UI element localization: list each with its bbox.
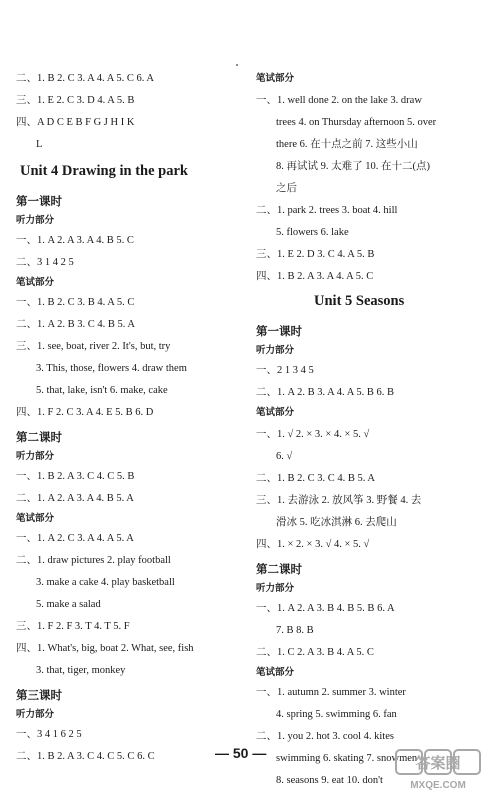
answer-line: 一、2 1 3 4 5 <box>256 365 314 376</box>
answer-line: 一、3 4 1 6 2 5 <box>16 729 82 740</box>
answer-line: 三、1. E 2. D 3. C 4. A 5. B <box>256 249 375 260</box>
lesson-heading: 第二课时 <box>16 430 62 444</box>
section-heading: 听力部分 <box>16 215 55 226</box>
answer-line: trees 4. on Thursday afternoon 5. over <box>276 117 437 128</box>
answer-line: 三、1. 去游泳 2. 放风筝 3. 野餐 4. 去 <box>256 495 422 506</box>
answer-line: 8. seasons 9. eat 10. don't <box>276 775 383 786</box>
answer-line: 一、1. autumn 2. summer 3. winter <box>256 687 406 698</box>
answer-line: 三、1. F 2. F 3. T 4. T 5. F <box>16 621 130 632</box>
answer-line: 二、1. B 2. A 3. C 4. C 5. C 6. C <box>16 751 155 762</box>
answer-line: 5. that, lake, isn't 6. make, cake <box>36 385 168 396</box>
answer-line: 二、1. draw pictures 2. play football <box>16 555 171 566</box>
lesson-heading: 第三课时 <box>16 688 62 702</box>
answer-line: 二、1. A 2. A 3. A 4. B 5. A <box>16 493 134 504</box>
section-heading: 笔试部分 <box>16 513 55 524</box>
answer-line: 5. make a salad <box>36 599 101 610</box>
unit-heading: Unit 5 Seasons <box>314 293 405 309</box>
answer-line: 一、1. A 2. A 3. A 4. B 5. C <box>16 235 134 246</box>
answer-line: 二、1. park 2. trees 3. boat 4. hill <box>256 205 398 216</box>
answer-line: 二、1. you 2. hot 3. cool 4. kites <box>256 731 394 742</box>
answer-line: 二、3 1 4 2 5 <box>16 257 74 268</box>
answer-line: 3. make a cake 4. play basketball <box>36 577 175 588</box>
page-number: — 50 — <box>215 745 267 761</box>
answer-line: 二、1. A 2. B 3. C 4. B 5. A <box>16 319 136 330</box>
section-heading: 笔试部分 <box>256 667 295 678</box>
answer-line: there 6. 在十点之前 7. 这些小山 <box>276 139 418 150</box>
lesson-heading: 第一课时 <box>16 194 62 208</box>
answer-line: 四、A D C E B F G J H I K <box>16 117 135 128</box>
answer-line: 二、1. C 2. A 3. B 4. A 5. C <box>256 647 374 658</box>
answer-line: 滑冰 5. 吃冰淇淋 6. 去爬山 <box>276 517 397 528</box>
answer-line: 4. spring 5. swimming 6. fan <box>276 709 397 720</box>
section-heading: 听力部分 <box>16 451 55 462</box>
answer-line: 一、1. B 2. A 3. C 4. C 5. B <box>16 471 135 482</box>
answer-line: 四、1. F 2. C 3. A 4. E 5. B 6. D <box>16 407 154 418</box>
answer-line: 二、1. B 2. C 3. A 4. A 5. C 6. A <box>16 73 154 84</box>
watermark-text: 答案圈 <box>415 754 461 772</box>
answer-line: 一、1. A 2. C 3. A 4. A 5. A <box>16 533 134 544</box>
watermark-subtext: MXQE.COM <box>410 780 466 791</box>
lesson-heading: 第一课时 <box>256 324 302 338</box>
stray-mark <box>236 64 238 66</box>
answer-line: 三、1. E 2. C 3. D 4. A 5. B <box>16 95 135 106</box>
answer-line: 二、1. A 2. B 3. A 4. A 5. B 6. B <box>256 387 394 398</box>
answer-line: 四、1. × 2. × 3. √ 4. × 5. √ <box>256 539 370 550</box>
section-heading: 听力部分 <box>256 345 295 356</box>
answer-line: 四、1. What's, big, boat 2. What, see, fish <box>16 643 194 654</box>
answer-line: 一、1. B 2. C 3. B 4. A 5. C <box>16 297 135 308</box>
answer-line: L <box>36 139 43 150</box>
unit-heading: Unit 4 Drawing in the park <box>20 163 188 179</box>
section-heading: 笔试部分 <box>256 407 295 418</box>
answer-line: 6. √ <box>276 451 293 462</box>
answer-line: 之后 <box>276 183 297 194</box>
answer-line: 3. that, tiger, monkey <box>36 665 126 676</box>
answer-line: 7. B 8. B <box>276 625 314 636</box>
lesson-heading: 第二课时 <box>256 562 302 576</box>
section-heading: 听力部分 <box>16 709 55 720</box>
watermark-logo <box>392 746 484 794</box>
answer-line: swimming 6. skating 7. snowmen <box>276 753 418 764</box>
section-heading: 笔试部分 <box>16 277 55 288</box>
answer-line: 三、1. see, boat, river 2. It's, but, try <box>16 341 171 352</box>
answer-line: 一、1. A 2. A 3. B 4. B 5. B 6. A <box>256 603 395 614</box>
answer-line: 一、1. √ 2. × 3. × 4. × 5. √ <box>256 429 370 440</box>
section-heading: 笔试部分 <box>256 73 295 84</box>
answer-line: 5. flowers 6. lake <box>276 227 349 238</box>
answer-line: 一、1. well done 2. on the lake 3. draw <box>256 95 422 106</box>
section-heading: 听力部分 <box>256 583 295 594</box>
answer-line: 二、1. B 2. C 3. C 4. B 5. A <box>256 473 376 484</box>
answer-line: 3. This, those, flowers 4. draw them <box>36 363 187 374</box>
answer-line: 四、1. B 2. A 3. A 4. A 5. C <box>256 271 374 282</box>
answer-line: 8. 再试试 9. 太难了 10. 在十二(点) <box>276 161 430 172</box>
